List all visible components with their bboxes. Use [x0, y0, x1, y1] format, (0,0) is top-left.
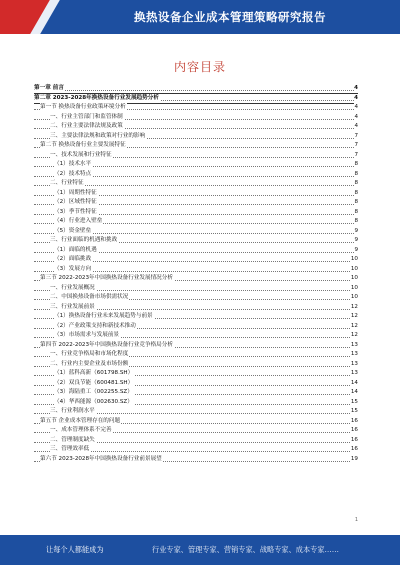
toc-entry-page: 12: [351, 322, 358, 332]
toc-entry[interactable]: [34, 122, 358, 132]
toc-entry-page: 4: [354, 122, 358, 132]
footer-roles: 行业专家、管理专家、营销专家、战略专家、成本专家……: [152, 545, 339, 554]
toc-entry[interactable]: [34, 208, 358, 218]
footer-banner: [0, 535, 400, 565]
toc-entry[interactable]: [34, 189, 358, 199]
toc-entry-label: 三、管理效率低: [50, 445, 90, 455]
page-number: 1: [354, 517, 358, 523]
toc-entry[interactable]: [34, 84, 358, 94]
toc-entry[interactable]: [34, 341, 358, 351]
toc-entry[interactable]: [34, 94, 358, 104]
toc-entry-page: 10: [351, 284, 358, 294]
toc-entry-page: 10: [351, 293, 358, 303]
toc-entry-page: 10: [351, 265, 358, 275]
toc-entry[interactable]: [34, 179, 358, 189]
toc-entry-page: 16: [351, 445, 358, 455]
toc-entry-page: 4: [354, 84, 358, 94]
toc-entry-page: 7: [354, 151, 358, 161]
toc-entry-page: 9: [354, 246, 358, 256]
toc-entry[interactable]: [34, 170, 358, 180]
toc-entry[interactable]: [34, 322, 358, 332]
toc-entry-page: 8: [354, 160, 358, 170]
toc-entry-page: 7: [354, 132, 358, 142]
toc-entry-label: 第一节 换热设备行业政策环境分析: [40, 103, 127, 113]
toc-entry-label: 第二节 换热设备行业主要发展特征: [40, 141, 127, 151]
toc-entry-page: 16: [351, 417, 358, 427]
toc-entry-page: 12: [351, 303, 358, 313]
toc-entry[interactable]: [34, 293, 358, 303]
toc-entry-page: 16: [351, 426, 358, 436]
toc-entry[interactable]: [34, 217, 358, 227]
toc-entry[interactable]: [34, 141, 358, 151]
footer-slogan: 让每个人都能成为: [46, 545, 104, 554]
toc-entry-label: （5）资金壁垒: [54, 227, 92, 237]
toc-entry-label: （2）双良节能（600481.SH）: [54, 379, 134, 389]
toc-entry-label: （1）蓝科高新（601798.SH）: [54, 369, 134, 379]
toc-entry[interactable]: [34, 398, 358, 408]
toc-entry-label: （2）区域性特征: [54, 198, 98, 208]
toc-entry[interactable]: [34, 265, 358, 275]
toc-entry-label: （2）面临挑战: [54, 255, 92, 265]
toc-entry-label: （1）换热设备行业未来发展趋势与前景: [54, 312, 154, 322]
toc-entry-page: 14: [351, 379, 358, 389]
toc-entry-label: 第三节 2022-2023年中国换热设备行业发展情况分析: [40, 274, 174, 284]
toc-entry[interactable]: [34, 350, 358, 360]
toc-entry[interactable]: [34, 445, 358, 455]
toc-entry-page: 13: [351, 360, 358, 370]
toc-entry[interactable]: [34, 369, 358, 379]
toc-entry[interactable]: [34, 246, 358, 256]
toc-entry[interactable]: [34, 331, 358, 341]
toc-entry[interactable]: [34, 132, 358, 142]
toc-entry-page: 8: [354, 198, 358, 208]
toc-entry-label: （1）周期性特征: [54, 189, 98, 199]
toc-entry-label: （3）海陆重工（002255.SZ）: [54, 388, 134, 398]
toc-entry-label: 二、行业内主要企业及市场份额: [50, 360, 129, 370]
toc-entry-page: 9: [354, 227, 358, 237]
toc-entry[interactable]: [34, 113, 358, 123]
toc-entry[interactable]: [34, 426, 358, 436]
toc-entry-label: 一、行业竞争格局和市场化程度: [50, 350, 129, 360]
toc-entry-page: 10: [351, 274, 358, 284]
toc-entry[interactable]: [34, 160, 358, 170]
toc-entry-label: 三、行业利润水平: [50, 407, 96, 417]
toc-entry-page: 8: [354, 189, 358, 199]
toc-entry[interactable]: [34, 417, 358, 427]
toc-entry-label: 第五节 企业成本管理存在的问题: [40, 417, 121, 427]
toc-entry-page: 13: [351, 369, 358, 379]
toc-entry[interactable]: [34, 379, 358, 389]
toc-entry-page: 15: [351, 407, 358, 417]
toc-entry[interactable]: [34, 198, 358, 208]
report-title: 换热设备企业成本管理策略研究报告: [134, 10, 326, 24]
toc-entry-label: （4）华西能源（002630.SZ）: [54, 398, 134, 408]
toc-entry[interactable]: [34, 303, 358, 313]
toc-entry[interactable]: [34, 274, 358, 284]
toc-entry-page: 15: [351, 398, 358, 408]
toc-entry-page: 7: [354, 141, 358, 151]
toc-entry-page: 9: [354, 236, 358, 246]
toc-entry-label: （3）市场需求与发展前景: [54, 331, 120, 341]
header-banner: [0, 0, 400, 34]
toc-entry-label: 一、行业主管部门和监管体制: [50, 113, 124, 123]
toc-entry-label: （1）技术水平: [54, 160, 92, 170]
toc-entry-label: 第四节 2022-2023年中国换热设备行业竞争格局分析: [40, 341, 174, 351]
toc-entry-label: 第二章 2023-2028年换热设备行业发展趋势分析: [34, 94, 160, 104]
toc-entry-page: 10: [351, 255, 358, 265]
toc-heading: 内容目录: [173, 60, 226, 74]
toc-entry-label: 三、主要法律法规和政策对行业的影响: [50, 132, 146, 142]
toc-entry-label: 一、成本管理体系不完善: [50, 426, 113, 436]
toc-entry[interactable]: [34, 236, 358, 246]
toc-entry-page: 8: [354, 170, 358, 180]
toc-entry-page: 4: [354, 94, 358, 104]
toc-entry[interactable]: [34, 151, 358, 161]
toc-entry-label: （4）行业进入壁垒: [54, 217, 103, 227]
toc-entry-page: 8: [354, 217, 358, 227]
toc-entry-page: 4: [354, 113, 358, 123]
toc-entry[interactable]: [34, 436, 358, 446]
toc-entry-label: 一、行业发展概况: [50, 284, 96, 294]
toc-entry-page: 13: [351, 350, 358, 360]
toc-entry-label: 一、技术发展和行业特征: [50, 151, 113, 161]
toc-entry[interactable]: [34, 227, 358, 237]
toc-entry-page: 12: [351, 331, 358, 341]
toc-entry-label: （2）技术特点: [54, 170, 92, 180]
toc-entry-label: 第六节 2023-2028年中国换热设备行业前景展望: [40, 455, 163, 465]
toc-entry[interactable]: [34, 407, 358, 417]
toc-entry-page: 16: [351, 436, 358, 446]
toc-entry-label: 二、行业主要法律法规及政策: [50, 122, 124, 132]
toc-entry-page: 12: [351, 312, 358, 322]
toc-entry-label: 二、行业特征: [50, 179, 85, 189]
toc-entry-page: 14: [351, 388, 358, 398]
toc-entry-label: 三、行业发展前景: [50, 303, 96, 313]
toc-entry-label: 三、行业面临的机遇和挑战: [50, 236, 118, 246]
toc-entry[interactable]: [34, 312, 358, 322]
toc-entry[interactable]: [34, 360, 358, 370]
toc-entry[interactable]: [34, 103, 358, 113]
toc-entry-label: （1）面临的机遇: [54, 246, 98, 256]
toc-entry[interactable]: [34, 284, 358, 294]
toc-entry-label: 二、管理制度缺失: [50, 436, 96, 446]
toc-entry-label: 二、中国换热设备市场供需状况: [50, 293, 129, 303]
toc-entry-label: 第一章 前言: [34, 84, 65, 94]
toc-leader-dots: [34, 90, 354, 91]
toc-entry-page: 8: [354, 179, 358, 189]
table-of-contents: [34, 84, 358, 464]
toc-entry-page: 8: [354, 208, 358, 218]
toc-entry[interactable]: [34, 455, 358, 465]
toc-entry-page: 19: [351, 455, 358, 465]
toc-entry-page: 4: [354, 103, 358, 113]
toc-entry-label: （3）发展方向: [54, 265, 92, 275]
toc-entry[interactable]: [34, 388, 358, 398]
toc-entry[interactable]: [34, 255, 358, 265]
toc-entry-label: （2）产业政策支持和新技术推动: [54, 322, 137, 332]
toc-entry-label: （3）季节性特征: [54, 208, 98, 218]
toc-entry-page: 13: [351, 341, 358, 351]
